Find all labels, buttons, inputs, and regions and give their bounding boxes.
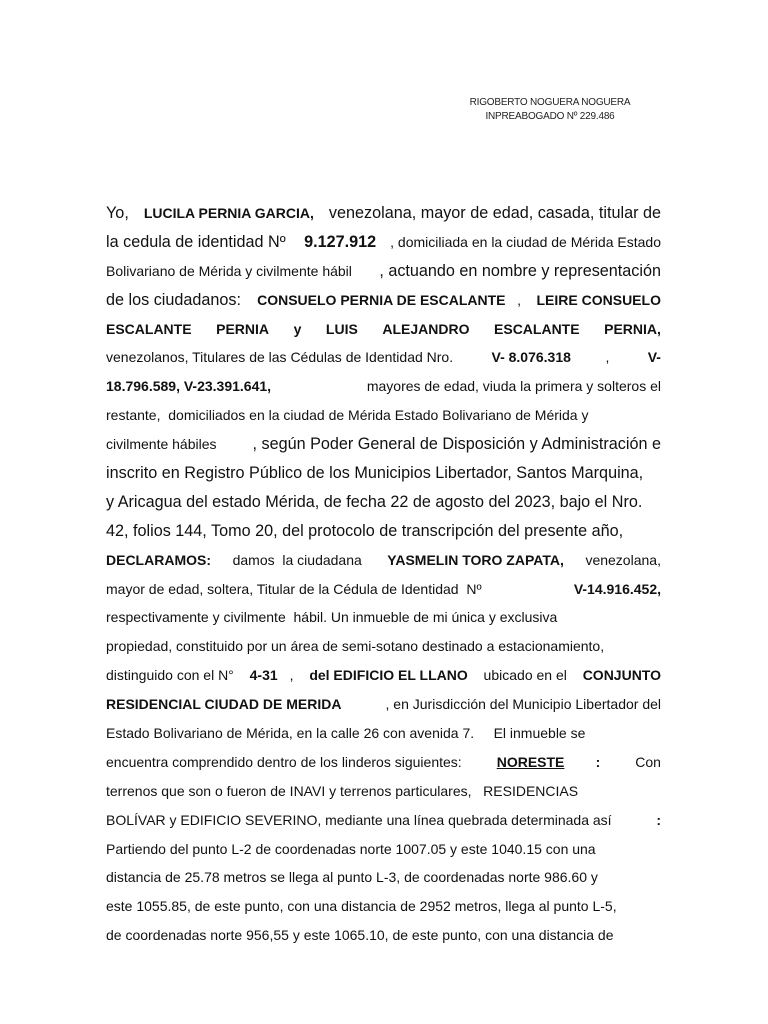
text-run: 18.796.589, V-23.391.641, bbox=[106, 378, 272, 395]
text-run: : bbox=[595, 753, 601, 770]
text-run: del EDIFICIO EL LLANO bbox=[309, 667, 468, 684]
text-run: y Aricagua del estado Mérida, de fecha 22 de agosto del 2023, bajo el Nro. bbox=[106, 492, 643, 511]
text-line bbox=[106, 199, 661, 228]
text-run: 9.127.912 bbox=[304, 232, 377, 251]
text-run: 42, folios 144, Tomo 20, del protocolo de transcripción del presente año, bbox=[106, 521, 624, 540]
text-run: : bbox=[656, 811, 661, 828]
text-line bbox=[106, 257, 661, 286]
text-run: civilmente hábiles bbox=[106, 436, 217, 453]
text-run: de coordenadas norte 956,55 y este 1065.10, de este punto, con una distancia de bbox=[106, 927, 614, 944]
text-line bbox=[106, 719, 661, 748]
text-line bbox=[106, 892, 661, 921]
text-run: LEIRE CONSUELO bbox=[536, 291, 661, 308]
lawyer-registration: INPREABOGADO Nº 229.486 bbox=[485, 111, 615, 122]
text-run: ESCALANTE bbox=[494, 320, 580, 337]
document-header bbox=[440, 96, 660, 124]
text-run: V- 8.076.318 bbox=[491, 349, 571, 366]
document-body bbox=[106, 199, 661, 950]
text-line bbox=[106, 661, 661, 690]
text-run: Con bbox=[631, 753, 661, 770]
text-run: RESIDENCIAL CIUDAD DE MERIDA bbox=[106, 696, 342, 713]
text-run: ubicado en el bbox=[479, 667, 571, 684]
text-run: la cedula de identidad Nº bbox=[106, 232, 291, 251]
text-run: distinguido con el N° bbox=[106, 667, 238, 684]
text-line bbox=[106, 546, 661, 575]
text-run: LUCILA PERNIA GARCIA, bbox=[143, 205, 314, 221]
text-run: damos la ciudadana bbox=[228, 551, 370, 568]
text-line bbox=[106, 343, 661, 372]
text-line bbox=[106, 401, 661, 430]
text-line bbox=[106, 459, 661, 488]
text-line bbox=[106, 488, 661, 517]
text-line bbox=[106, 430, 661, 459]
text-line bbox=[106, 575, 661, 604]
text-run: , actuando en nombre y representación bbox=[379, 261, 661, 280]
text-line bbox=[106, 632, 661, 661]
text-run: Bolivariano de Mérida y civilmente hábil bbox=[106, 262, 352, 279]
text-run: , bbox=[605, 349, 614, 366]
text-run: V- bbox=[647, 349, 661, 366]
text-run: propiedad, constituido por un área de semi-sotano destinado a estacionamiento, bbox=[106, 638, 605, 655]
text-run: encuentra comprendido dentro de los linderos siguientes: bbox=[106, 753, 466, 770]
text-line bbox=[106, 603, 661, 632]
text-line bbox=[106, 517, 661, 546]
text-run: CONSUELO PERNIA DE ESCALANTE bbox=[257, 291, 506, 308]
text-run: 4-31 bbox=[249, 667, 278, 684]
text-line bbox=[106, 835, 661, 864]
text-run: DECLARAMOS: bbox=[106, 551, 211, 568]
text-run: LUIS bbox=[325, 320, 358, 337]
text-run: V-14.916.452, bbox=[573, 580, 661, 597]
text-run: ESCALANTE bbox=[106, 320, 192, 337]
lawyer-name: RIGOBERTO NOGUERA NOGUERA bbox=[469, 97, 631, 108]
text-run: BOLÍVAR y EDIFICIO SEVERINO, mediante una línea quebrada determinada así bbox=[106, 811, 612, 828]
text-line bbox=[106, 863, 661, 892]
text-line bbox=[106, 228, 661, 257]
text-run: venezolanos, Titulares de las Cédulas de Identidad Nro. bbox=[106, 349, 457, 366]
text-line bbox=[106, 748, 661, 777]
text-run: , según Poder General de Disposición y Administración e bbox=[252, 435, 661, 454]
text-run: inscrito en Registro Público de los Municipios Libertador, Santos Marquina, bbox=[106, 464, 644, 483]
text-line bbox=[106, 921, 661, 950]
text-run: venezolana, mayor de edad, casada, titular de bbox=[324, 204, 661, 222]
text-run: este 1055.85, de este punto, con una distancia de 2952 metros, llega al punto L-5, bbox=[106, 898, 617, 915]
text-run: YASMELIN TORO ZAPATA, bbox=[387, 551, 564, 568]
text-run: , bbox=[517, 291, 525, 308]
text-line bbox=[106, 806, 661, 835]
text-run: mayores de edad, viuda la primera y solteros el bbox=[362, 378, 661, 395]
text-line bbox=[106, 777, 661, 806]
text-line bbox=[106, 286, 661, 315]
text-run: distancia de 25.78 metros se llega al punto L-3, de coordenadas norte 986.60 y bbox=[106, 869, 598, 886]
text-run: PERNIA bbox=[216, 320, 270, 337]
text-run: restante, domiciliados en la ciudad de Mérida Estado Bolivariano de Mérida y bbox=[106, 407, 589, 424]
text-run: ALEJANDRO bbox=[382, 320, 470, 337]
text-run: , domiciliada en la ciudad de Mérida Estado bbox=[390, 233, 661, 250]
text-run: CONJUNTO bbox=[582, 667, 661, 684]
text-run: , en Jurisdicción del Municipio Libertador del bbox=[385, 696, 661, 713]
text-run: y bbox=[293, 320, 302, 337]
text-run: Yo, bbox=[106, 204, 134, 222]
text-run: Estado Bolivariano de Mérida, en la calle 26 con avenida 7. El inmueble se bbox=[106, 725, 586, 742]
text-run: mayor de edad, soltera, Titular de la Cédula de Identidad Nº bbox=[106, 580, 486, 597]
text-run: terrenos que son o fueron de INAVI y terrenos particulares, RESIDENCIAS bbox=[106, 782, 579, 799]
text-line bbox=[106, 372, 661, 401]
text-run: venezolana, bbox=[581, 551, 661, 568]
text-line bbox=[106, 315, 661, 344]
text-run: PERNIA, bbox=[604, 320, 661, 337]
text-run: respectivamente y civilmente hábil. Un inmueble de mi única y exclusiva bbox=[106, 609, 558, 626]
text-run: , bbox=[289, 667, 298, 684]
text-run: Partiendo del punto L-2 de coordenadas norte 1007.05 y este 1040.15 con una bbox=[106, 840, 596, 857]
text-run: de los ciudadanos: bbox=[106, 290, 246, 309]
text-line bbox=[106, 690, 661, 719]
text-run: NORESTE bbox=[496, 753, 565, 770]
